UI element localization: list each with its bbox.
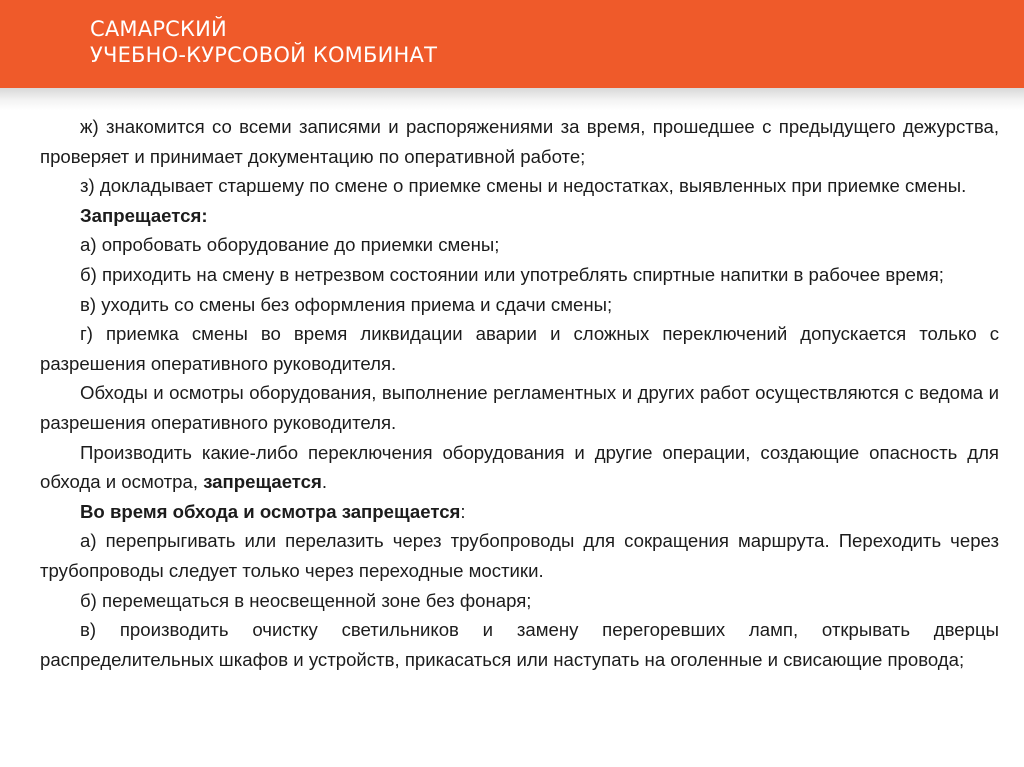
paragraph-inspections: Обходы и осмотры оборудования, выполнение регламентных и других работ осуществляются с ведома и разрешения оперативного руководителя.: [40, 382, 999, 433]
paragraph-a2: а) перепрыгивать или перелазить через трубопроводы для сокращения маршрута. Переходить через трубопроводы следует только через переходные мостики.: [40, 530, 999, 581]
header-shadow: [0, 88, 1024, 110]
paragraph-a: а) опробовать оборудование до приемки смены;: [80, 234, 500, 256]
inspection-heading: [40, 497, 999, 527]
prohibited-heading: [40, 201, 999, 231]
paragraph-b2: б) перемещаться в неосвещенной зоне без фонаря;: [80, 589, 532, 611]
brand-line-2: УЧЕБНО-КУРСОВОЙ КОМБИНАТ: [90, 43, 438, 67]
paragraph-switching: [40, 438, 999, 497]
paragraph-v2: в) производить очистку светильников и замену перегоревших ламп, открывать дверцы распределительных шкафов и устройств, прикасаться или наступать на оголенные и свисающие провода;: [40, 619, 999, 670]
document-body: [40, 112, 999, 674]
paragraph-z: з) докладывает старшему по смене о приемке смены и недостатках, выявленных при приемке смены.: [80, 175, 967, 197]
switching-bold: запрещается: [203, 471, 322, 493]
brand-line-1: САМАРСКИЙ: [90, 17, 227, 41]
brand-logo-text: [90, 16, 437, 68]
prohibited-heading-text: Запрещается:: [80, 204, 208, 226]
paragraph-g: г) приемка смены во время ликвидации аварии и сложных переключений допускается только с разрешения оперативного руководителя.: [40, 323, 999, 374]
paragraph-v: в) уходить со смены без оформления приема и сдачи смены;: [80, 293, 613, 315]
paragraph-zh: ж) знакомится со всеми записями и распоряжениями за время, прошедшее с предыдущего дежурства, проверяет и принимает документацию по оперативной работе;: [40, 116, 999, 167]
inspection-heading-end: :: [460, 500, 466, 522]
header-bar: [0, 0, 1024, 88]
paragraph-b: б) приходить на смену в нетрезвом состоянии или употреблять спиртные напитки в рабочее время;: [80, 263, 944, 285]
switching-text: Производить какие-либо переключения оборудования и другие операции, создающие опасность для обхода и осмотра,: [40, 441, 999, 493]
inspection-heading-text: Во время обхода и осмотра запрещается: [80, 500, 461, 522]
switching-end: .: [321, 471, 328, 493]
